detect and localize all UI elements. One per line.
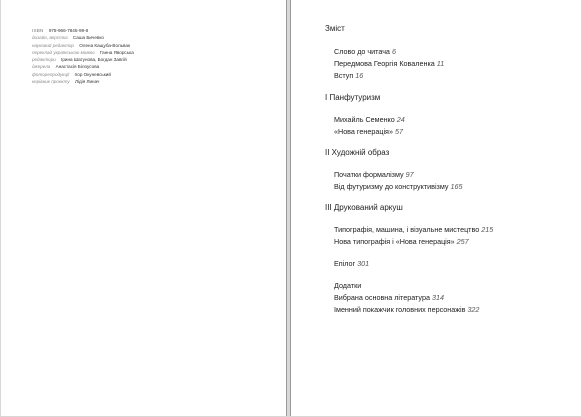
toc-entry <box>334 71 363 80</box>
toc-entry <box>334 59 444 68</box>
colophon-label: редактори <box>32 57 56 63</box>
toc-entry-page: 165 <box>450 182 463 191</box>
right-page <box>290 0 581 416</box>
toc-entry-title: Епілог <box>334 259 356 268</box>
colophon-label: дизайн, верстка <box>32 35 68 41</box>
toc-entry-title: «Нова генерація» <box>334 127 393 136</box>
toc-part-heading: III Друкований аркуш <box>325 203 403 212</box>
toc-entry-title: Передмова Георгія Коваленка <box>334 59 435 68</box>
isbn-row <box>32 27 134 34</box>
colophon-value: Лідія Линач <box>74 79 100 85</box>
isbn-label: ISBN <box>32 28 44 33</box>
colophon-value: Ірина Шатунова, Богдан Завгій <box>61 57 127 63</box>
toc-entry-title: Іменний покажчик головних персонажів <box>334 305 466 314</box>
toc-entry-title: Початки формалізму <box>334 170 404 179</box>
left-page <box>1 0 287 416</box>
toc-entry <box>334 237 469 246</box>
colophon-value: Анастасія Білоусова <box>55 64 100 70</box>
toc-entry <box>334 170 414 179</box>
toc-entry-page: 16 <box>355 71 364 80</box>
colophon-value: Ганна Яворська <box>99 49 134 55</box>
toc-entry-title: Вступ <box>334 71 354 80</box>
toc-entry-page: 322 <box>467 305 480 314</box>
colophon-row <box>32 78 134 85</box>
colophon-row <box>32 56 134 63</box>
toc-title: Зміст <box>325 24 345 33</box>
toc-appendix-heading: Додатки <box>334 281 362 290</box>
colophon-value: Олена Кащуба-Вольвак <box>79 42 130 48</box>
colophon-value: Саша Бичевко <box>72 35 104 41</box>
toc-part-heading: I Панфутуризм <box>325 93 381 102</box>
toc-entry <box>334 115 405 124</box>
toc-entry-page: 24 <box>396 115 405 124</box>
toc-entry-page: 11 <box>436 59 445 68</box>
toc-entry <box>334 305 479 314</box>
isbn-value: 978-966-7845-99-8 <box>48 28 89 33</box>
toc-entry-page: 97 <box>405 170 414 179</box>
toc-entry-page: 257 <box>456 237 469 246</box>
colophon-row <box>32 42 134 49</box>
colophon-row <box>32 34 134 41</box>
colophon-label: джерела <box>32 64 51 70</box>
colophon-row <box>32 63 134 70</box>
colophon-label: керівник проекту <box>32 79 70 85</box>
toc-entry-page: 57 <box>394 127 403 136</box>
toc-entry <box>334 225 493 234</box>
colophon-value: Ігор Окуневський <box>74 71 111 77</box>
toc-entry-page: 314 <box>431 293 444 302</box>
colophon-row <box>32 71 134 78</box>
toc-entry-title: Від футуризму до конструктивізму <box>334 182 449 191</box>
toc-part-heading: II Художній образ <box>325 148 390 157</box>
toc-entry <box>334 293 444 302</box>
toc-entry-title: Типографія, машина, і візуальне мистецтво <box>334 225 480 234</box>
colophon-label: науковий редактор <box>32 42 74 48</box>
colophon-label: переклад українською мовою <box>32 49 95 55</box>
toc-entry-title: Михайль Семенко <box>334 115 395 124</box>
toc-entry-title: Вибрана основна література <box>334 293 430 302</box>
colophon-row <box>32 49 134 56</box>
toc-entry-page: 6 <box>391 47 396 56</box>
toc-entry <box>334 47 396 56</box>
toc-entry-title: Слово до читача <box>334 47 390 56</box>
toc-entry-title: Нова типографія і «Нова генерація» <box>334 237 455 246</box>
toc-entry-page: 215 <box>481 225 494 234</box>
colophon-label: фоторепродукції <box>32 71 70 77</box>
colophon <box>32 27 134 85</box>
toc-entry <box>334 182 462 191</box>
toc-entry <box>334 127 403 136</box>
toc-entry-page: 301 <box>357 259 370 268</box>
toc-entry-epilogue <box>334 259 369 268</box>
